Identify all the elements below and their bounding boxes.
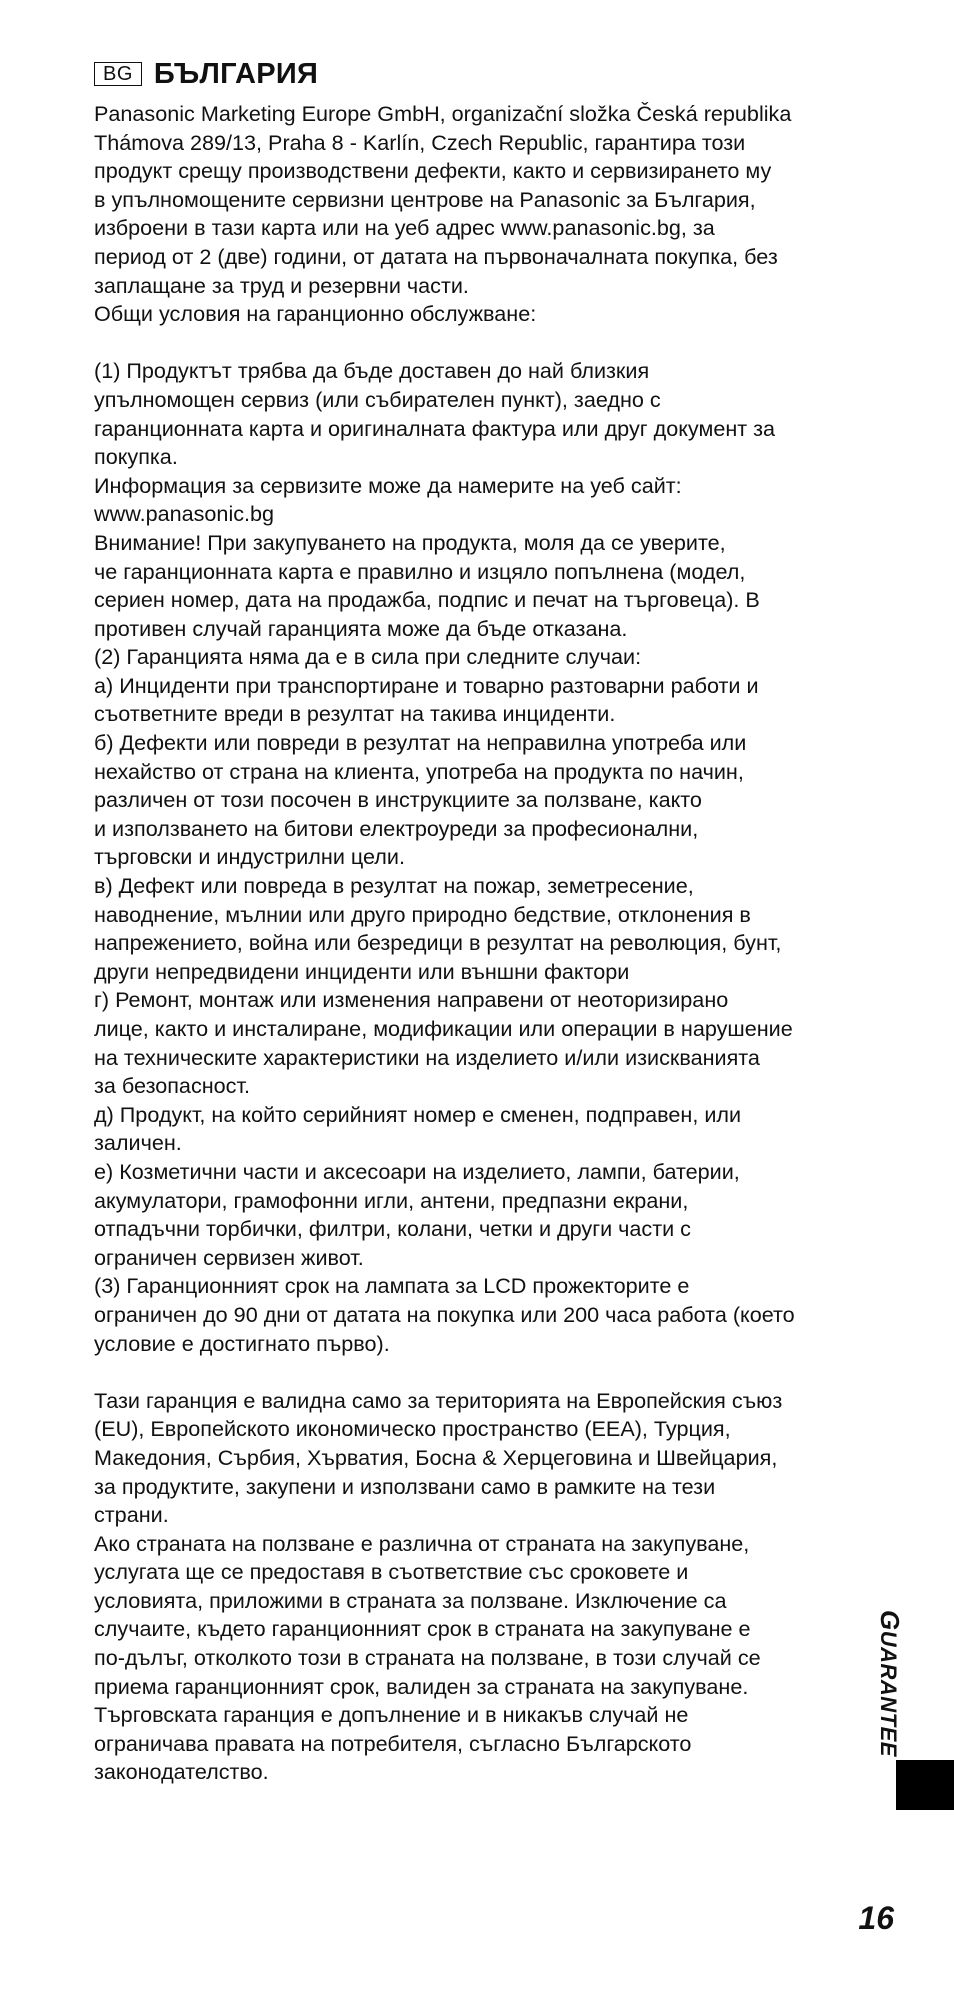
country-title: БЪЛГАРИЯ	[153, 58, 319, 90]
text-line: условията, приложими в страната за ползване. Изключение са	[94, 1587, 727, 1613]
text-line: упълномощен сервиз (или събирателен пункт), заедно с	[94, 386, 661, 412]
text-line: www.panasonic.bg	[94, 501, 275, 527]
guarantee-body-text	[94, 100, 894, 1787]
text-line: покупка.	[94, 444, 178, 470]
text-line: сериен номер, дата на продажба, подпис и печат на търговеца). В	[94, 587, 760, 613]
text-line: на техническите характеристики на изделието и/или изискванията	[94, 1044, 760, 1070]
text-line: Тази гаранция е валидна само за територията на Европейския съюз	[94, 1387, 783, 1413]
text-line: (3) Гаранционният срок на лампата за LCD прожекторите е	[94, 1273, 690, 1299]
text-line: Македония, Сърбия, Хърватия, Босна & Херцеговина и Швейцария,	[94, 1444, 778, 1470]
page-number: 16	[858, 1900, 894, 1936]
text-line: отпадъчни торбички, филтри, колани, четки и други части с	[94, 1216, 691, 1242]
text-line: ограничава правата на потребителя, съгласно Българското	[94, 1730, 692, 1756]
text-line: д) Продукт, на който серийният номер е сменен, подправен, или	[94, 1101, 742, 1127]
text-line: (1) Продуктът трябва да бъде доставен до най близкия	[94, 358, 650, 384]
side-tab-rest: UARANTEE	[876, 1630, 901, 1757]
text-line: Общи условия на гаранционно обслужване:	[94, 301, 537, 327]
text-line: наводнение, мълнии или друго природно бедствие, отклонения в	[94, 901, 751, 927]
text-line: приема гаранционният срок, валиден за страната на закупуване.	[94, 1673, 749, 1699]
text-line: Thámova 289/13, Praha 8 - Karlín, Czech Republic, гарантира този	[94, 129, 746, 155]
text-line: ограничен сервизен живот.	[94, 1244, 364, 1270]
side-tab-first-letter: G	[875, 1610, 905, 1631]
blank-line	[94, 1358, 894, 1387]
text-line: Panasonic Marketing Europe GmbH, organizační složka Česká republika	[94, 101, 792, 126]
text-line: изброени в тази карта или на уеб адрес www.panasonic.bg, за	[94, 215, 715, 241]
text-line: законодателство.	[94, 1759, 269, 1785]
text-line: в упълномощените сервизни центрове на Panasonic за България,	[94, 186, 756, 212]
text-line: търговски и индустрилни цели.	[94, 844, 405, 870]
text-line: че гаранционната карта е правилно и изцяло попълнена (модел,	[94, 558, 746, 584]
text-line: гаранционната карта и оригиналната фактура или друг документ за	[94, 415, 776, 441]
text-line: напрежението, война или безредици в резултат на революция, бунт,	[94, 930, 782, 956]
blank-line	[94, 329, 894, 358]
text-line: лице, както и инсталиране, модификации или операции в нарушение	[94, 1016, 793, 1041]
text-line: Внимание! При закупуването на продукта, моля да се уверите,	[94, 529, 726, 555]
text-line: услугата ще се предоставя в съответствие със сроковете и	[94, 1559, 689, 1585]
text-line: ограничен до 90 дни от датата на покупка или 200 часа работа (което	[94, 1301, 795, 1327]
text-line: различен от този посочен в инструкциите за ползване, както	[94, 787, 702, 813]
text-line: страни.	[94, 1502, 169, 1528]
text-line: заличен.	[94, 1130, 182, 1156]
text-line: а) Инциденти при транспортиране и товарно разтоварни работи и	[94, 672, 759, 698]
text-line: продукт срещу производствени дефекти, както и сервизирането му	[94, 158, 772, 184]
text-line: нехайство от страна на клиента, употреба на продукта по начин,	[94, 758, 744, 784]
text-line: противен случай гаранцията може да бъде отказана.	[94, 615, 628, 641]
text-line: Ако страната на ползване е различна от страната на закупуване,	[94, 1530, 750, 1556]
text-line: в) Дефект или повреда в резултат на пожар, земетресение,	[94, 873, 694, 899]
text-line: (2) Гаранцията няма да е в сила при следните случаи:	[94, 644, 642, 670]
text-line: Информация за сервизите може да намерите на уеб сайт:	[94, 472, 682, 498]
text-line: период от 2 (две) години, от датата на първоначалната покупка, без	[94, 243, 778, 269]
section-header	[94, 56, 318, 92]
text-line: заплащане за труд и резервни части.	[94, 272, 469, 298]
text-line: други непредвидени инциденти или външни фактори	[94, 958, 630, 984]
text-line: акумулатори, грамофонни игли, антени, предпазни екрани,	[94, 1187, 689, 1213]
language-code-badge: BG	[94, 62, 142, 86]
side-tab-marker	[896, 1760, 954, 1810]
text-line: е) Козметични части и аксесоари на изделието, лампи, батерии,	[94, 1158, 740, 1184]
text-line: случаите, където гаранционният срок в страната на закупуване е	[94, 1616, 751, 1642]
guarantee-side-tab-label	[875, 1610, 903, 1757]
text-line: б) Дефекти или повреди в резултат на неправилна употреба или	[94, 730, 747, 756]
text-line: за безопасност.	[94, 1073, 250, 1099]
text-line: и използването на битови електроуреди за професионални,	[94, 815, 699, 841]
text-line: съответните вреди в резултат на такива инциденти.	[94, 701, 616, 727]
text-line: г) Ремонт, монтаж или изменения направени от неоторизирано	[94, 987, 729, 1013]
text-line: за продуктите, закупени и използвани само в рамките на тези	[94, 1473, 716, 1499]
text-line: (EU), Европейското икономическо пространство (EEA), Турция,	[94, 1416, 731, 1442]
text-line: Търговската гаранция е допълнение и в никакъв случай не	[94, 1702, 689, 1728]
text-line: по-дълъг, отколкото този в страната на ползване, в този случай се	[94, 1645, 761, 1671]
text-line: условие е достигнато първо).	[94, 1330, 390, 1356]
